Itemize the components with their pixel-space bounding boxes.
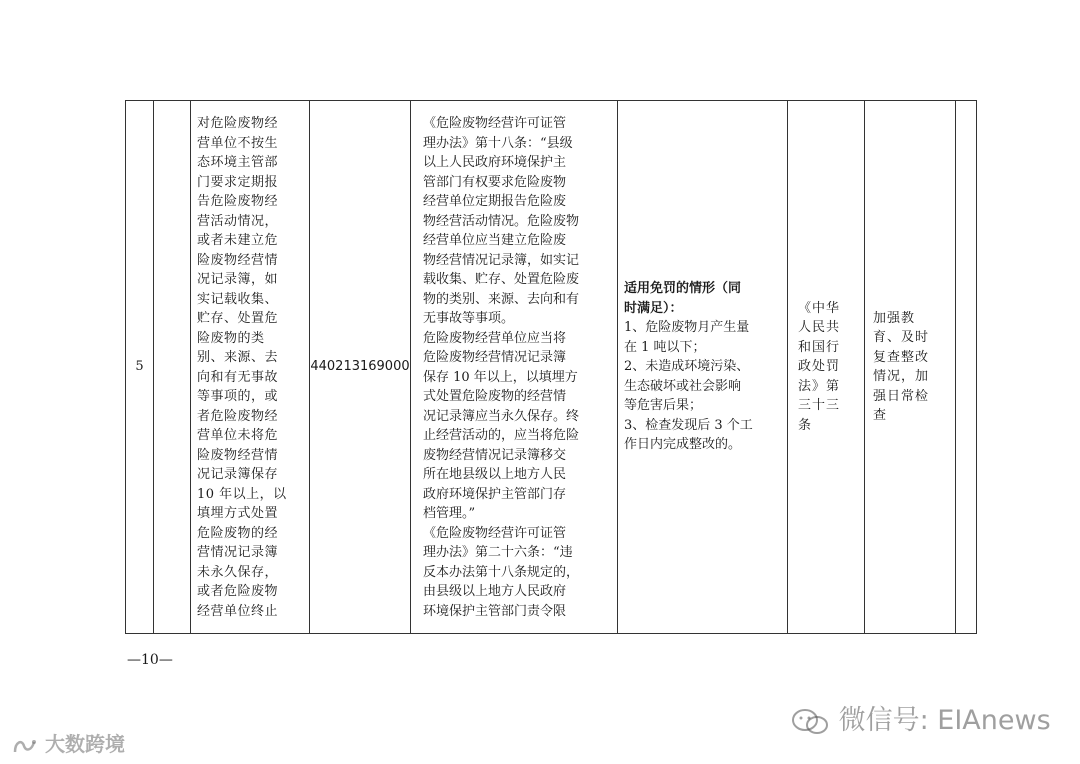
text-line: 经营单位定期报告危险废 (423, 194, 567, 209)
text-line: 别、来源、去 (197, 350, 279, 365)
text-line: 等危害后果； (624, 398, 703, 414)
text-line: 所在地县级以上地方人民 (423, 467, 567, 482)
text-line: 时满足）： (624, 300, 683, 316)
text-line: 复查整改 (873, 349, 930, 365)
text-line: 三十三 (798, 398, 841, 414)
item-code: 440213169000 (310, 101, 411, 634)
text-line: 险废物经营情 (197, 252, 279, 268)
text-line: 加强教 (873, 310, 916, 326)
text-line: 以上人民政府环境保护主 (423, 155, 567, 170)
text-line: 经营单位应当建立危险废 (423, 233, 567, 248)
text-line: 条 (798, 417, 813, 433)
text-line: 反本办法第十八条规定的， (423, 564, 580, 580)
text-line: 在 1 吨以下； (624, 339, 706, 355)
text-line: 《危险废物经营许可证管 (423, 525, 567, 541)
page-number: —10— (127, 652, 173, 668)
text-line: 《中华 (798, 300, 841, 316)
wechat-icon (790, 707, 830, 737)
text-line: 贮存、处置危 (197, 311, 279, 326)
text-line: 1、危险废物月产生量 (624, 320, 750, 336)
text-line: 式处置危险废物的经营情 (423, 389, 567, 404)
text-line: 危险废物经营单位应当将 (423, 330, 567, 346)
text-line: 止经营活动的，应当将危险 (423, 428, 580, 443)
watermark-right (790, 698, 1051, 737)
text-line: 经营单位终止 (197, 603, 279, 619)
text-line: 情况，加 (873, 369, 930, 384)
text-line: 告危险废物经 (197, 194, 279, 209)
watermark-left (12, 728, 125, 757)
watermark-right-text: 微信号: EIAnews (838, 705, 1051, 736)
text-line: 查 (873, 408, 888, 423)
text-line: 适用免罚的情形（同 (624, 281, 742, 297)
law-reference-cell (788, 101, 865, 634)
text-line: 物经营情况记录簿，如实记 (423, 252, 580, 268)
text-line: 载收集、贮存、处置危险废 (423, 272, 580, 287)
text-line: 管部门有权要求危险废物 (423, 174, 567, 190)
row-number: 5 (126, 101, 154, 634)
text-line: 未永久保存， (197, 564, 279, 580)
text-line: 保存 10 年以上，以填埋方 (423, 369, 578, 385)
text-line: 3、检查发现后 3 个工 (624, 417, 753, 433)
condition-items (624, 318, 781, 455)
text-line: 理办法》第十八条：“县级 (423, 135, 573, 151)
empty-cell (154, 101, 191, 634)
text-line: 营情况记录簿 (197, 545, 279, 560)
text-line: 作日内完成整改的。 (624, 437, 742, 453)
text-line: 营单位不按生 (197, 135, 279, 151)
text-line: 等事项的，或 (197, 389, 279, 404)
text-line: 营单位未将危 (197, 428, 279, 443)
text-line: 政处罚 (798, 359, 841, 375)
penalty-exemption-table (125, 100, 977, 634)
empty-cell-last (956, 101, 977, 634)
text-line: 环境保护主管部门责令限 (423, 603, 567, 619)
text-line: 无事故等事项。 (423, 311, 515, 326)
text-line: 政府环境保护主管部门存 (423, 486, 567, 502)
text-line: 废物经营情况记录簿移交 (423, 447, 567, 463)
text-line: 者危险废物经 (197, 408, 279, 424)
text-line: 法》第 (798, 378, 841, 394)
text-line: 10 年以上，以 (197, 486, 287, 502)
text-line: 填埋方式处置 (197, 506, 279, 521)
text-line: 对危险废物经 (197, 116, 279, 131)
text-line: 和国行 (798, 339, 841, 355)
text-line: 况记录簿应当永久保存。终 (423, 408, 580, 424)
text-line: 生态破坏或社会影响 (624, 378, 742, 394)
text-line: 况记录簿保存 (197, 467, 279, 482)
measures-cell (865, 101, 956, 634)
text-line: 理办法》第二十六条：“违 (423, 545, 573, 560)
exemption-condition-cell (618, 101, 788, 634)
text-line: 险废物的类 (197, 330, 265, 346)
text-line: 强日常检 (873, 388, 930, 404)
text-line: 物的类别、来源、去向和有 (423, 291, 580, 307)
text-line: 态环境主管部 (197, 155, 279, 170)
table-row (126, 101, 977, 634)
text-line: 由县级以上地方人民政府 (423, 584, 567, 599)
text-line: 况记录簿，如 (197, 272, 279, 287)
text-line: 档管理。” (423, 506, 476, 521)
text-line: 或者未建立危 (197, 233, 279, 248)
watermark-left-text: 大数跨境 (44, 732, 125, 756)
brand-logo-icon (12, 736, 38, 756)
text-line: 危险废物经营情况记录簿 (423, 350, 567, 365)
text-line: 营活动情况， (197, 213, 279, 229)
text-line: 向和有无事故 (197, 369, 279, 385)
condition-title (624, 279, 781, 318)
text-line: 人民共 (798, 320, 841, 336)
text-line: 育、及时 (873, 330, 930, 345)
text-line: 《危险废物经营许可证管 (423, 116, 567, 131)
text-line: 物经营活动情况。危险废物 (423, 213, 580, 229)
text-line: 险废物经营情 (197, 447, 279, 463)
text-line: 2、未造成环境污染、 (624, 359, 750, 375)
text-line: 门要求定期报 (197, 174, 279, 190)
legal-basis-cell (411, 101, 618, 634)
text-line: 或者危险废物 (197, 584, 279, 599)
text-line: 实记载收集、 (197, 291, 279, 307)
violation-cell (191, 101, 310, 634)
text-line: 危险废物的经 (197, 525, 279, 541)
